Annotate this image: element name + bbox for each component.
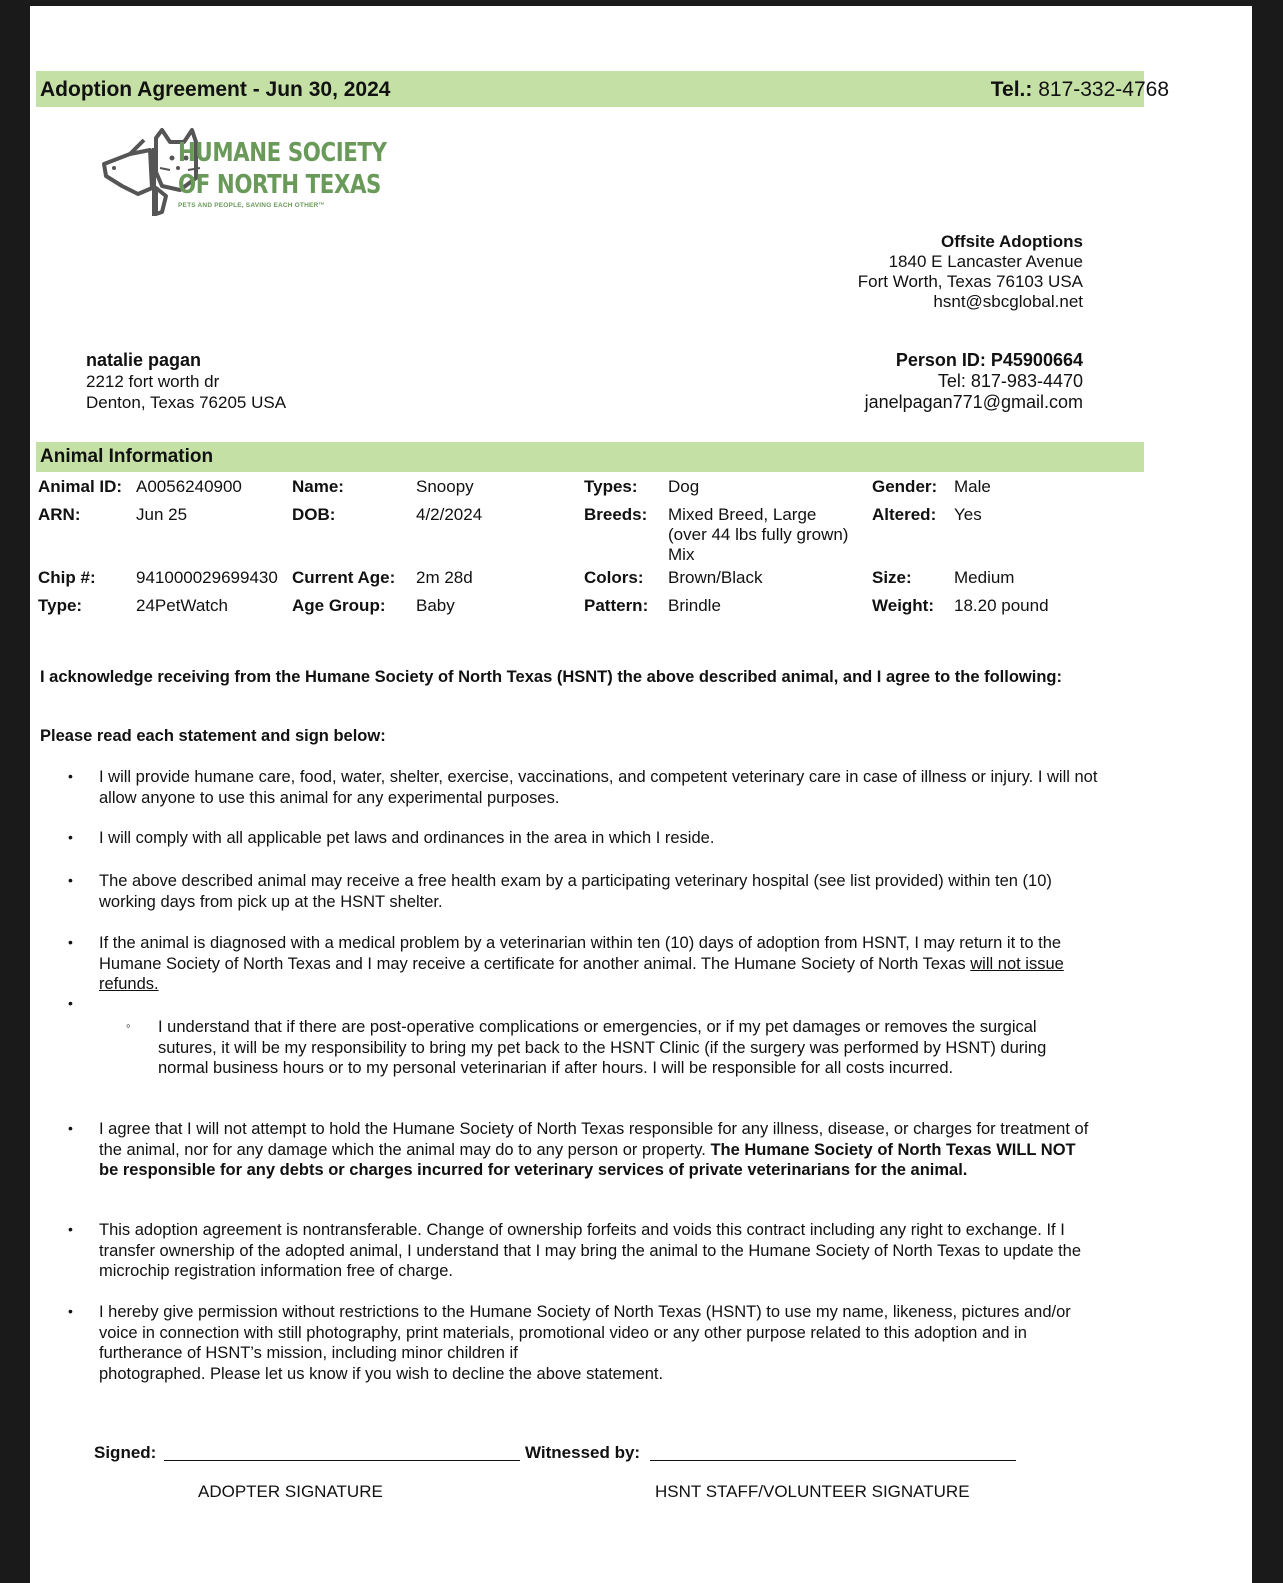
office-email: hsnt@sbcglobal.net — [933, 292, 1083, 311]
no-refunds-text: will not issue refunds. — [99, 954, 1064, 993]
bullet-8: • — [68, 1303, 73, 1319]
adopter-phone: Tel: 817-983-4470 — [937, 371, 1083, 391]
agreement-title: Adoption Agreement - Jun 30, 2024 — [40, 78, 391, 101]
adopter-address — [86, 350, 286, 413]
animal-info-title: Animal Information — [40, 446, 214, 467]
statement-medical-return-text: If the animal is diagnosed with a medical problem by a veterinarian within ten (10) days of adoption from HSNT, I may return it to the Humane Society of North Texas and I may receive a certificate for another animal. The Humane Society of North Texas — [99, 934, 1062, 973]
size-value: Medium — [954, 568, 1015, 587]
statement-liability-bold: The Humane Society of North Texas WILL NOT be responsible for any debts or charges incurred for veterinary services of private veterinarians for the animal. — [99, 1140, 1076, 1179]
signed-label: Signed: — [94, 1443, 157, 1462]
arn-label: ARN: — [38, 505, 81, 524]
bullet-3: • — [68, 872, 73, 888]
gender-label: Gender: — [872, 477, 938, 496]
altered-label: Altered: — [872, 505, 937, 524]
breeds-value-line-1: Mixed Breed, Large — [668, 505, 817, 524]
weight-value: 18.20 pound — [954, 596, 1049, 615]
agreement-instruction: Please read each statement and sign below: — [40, 727, 386, 745]
adopter-street: 2212 fort worth dr — [86, 372, 220, 391]
breeds-value-line-2: (over 44 lbs fully grown) — [668, 525, 849, 544]
office-city: Fort Worth, Texas 76103 USA — [857, 272, 1083, 291]
bullet-5: • — [68, 995, 73, 1011]
statement-post-operative: I understand that if there are post-operative complications or emergencies, or if my pet damages or removes the surgical sutures, it will be my responsibility to bring my pet back to the HSNT Clinic (if the surgery was performed by HSNT) during normal business hours or to my personal veterinarian if after hours. I will be responsible for all costs incurred. — [158, 1018, 1047, 1077]
adopter-signature-line[interactable] — [164, 1460, 520, 1461]
altered-value: Yes — [954, 505, 982, 524]
current-age-label: Current Age: — [292, 568, 396, 587]
bullet-1: • — [68, 768, 73, 784]
weight-label: Weight: — [872, 596, 935, 615]
bullet-6: • — [68, 1120, 73, 1136]
adopter-email: janelpagan771@gmail.com — [864, 392, 1083, 412]
chip-type-value: 24PetWatch — [136, 596, 228, 615]
statement-media-permission-text: I hereby give permission without restrictions to the Humane Society of North Texas (HSNT) to use my name, likeness, pictures and/or voice in connection with still photography, print materials, promotional video or any other purpose related to this adoption and in furtherance of HSNT’s mission, including minor children if — [99, 1303, 1071, 1362]
animal-id-label: Animal ID: — [38, 477, 123, 496]
pattern-value: Brindle — [668, 596, 721, 615]
sub-bullet: ◦ — [126, 1018, 131, 1033]
chip-type-label: Type: — [38, 596, 83, 615]
current-age-value: 2m 28d — [416, 568, 473, 587]
office-address — [858, 232, 1083, 312]
person-id: Person ID: P45900664 — [895, 350, 1083, 370]
pattern-label: Pattern: — [584, 596, 649, 615]
breeds-value — [668, 505, 848, 565]
animal-id-value: A0056240900 — [136, 477, 242, 496]
bullet-2: • — [68, 829, 73, 845]
bullet-7: • — [68, 1221, 73, 1237]
arn-value: Jun 25 — [136, 505, 188, 524]
breeds-value-line-3: Mix — [668, 545, 695, 564]
logo-tagline: PETS AND PEOPLE, SAVING EACH OTHER™ — [178, 202, 326, 209]
adopter-signature-caption: ADOPTER SIGNATURE — [198, 1482, 383, 1501]
adopter-name: natalie pagan — [86, 350, 202, 370]
witnessed-label: Witnessed by: — [525, 1443, 641, 1462]
staff-signature-caption: HSNT STAFF/VOLUNTEER SIGNATURE — [655, 1482, 970, 1501]
dob-value: 4/2/2024 — [416, 505, 483, 524]
logo-line-2: OF NORTH TEXAS — [178, 170, 382, 200]
bullet-4: • — [68, 934, 73, 950]
header-phone-label: Tel.: — [990, 78, 1033, 101]
size-label: Size: — [872, 568, 912, 587]
logo-line-1: HUMANE SOCIETY — [178, 138, 387, 168]
statement-medical-return — [99, 933, 1099, 995]
statement-care: I will provide humane care, food, water, shelter, exercise, vaccinations, and competent veterinary care in case of illness or injury. I will not allow anyone to use this animal for any experimental purposes. — [99, 768, 1098, 807]
types-value: Dog — [668, 477, 700, 496]
statement-nontransferable: This adoption agreement is nontransferable. Change of ownership forfeits and voids this contract including any right to exchange. If I transfer ownership of the adopted animal, I understand that I may bring the animal to the Humane Society of North Texas to update the microchip registration information free of charge. — [99, 1221, 1082, 1280]
types-label: Types: — [584, 477, 638, 496]
colors-label: Colors: — [584, 568, 644, 587]
header-phone — [991, 78, 1169, 102]
age-group-label: Age Group: — [292, 596, 386, 615]
witness-signature-line[interactable] — [650, 1460, 1016, 1461]
name-label: Name: — [292, 477, 344, 496]
statement-liability — [99, 1119, 1099, 1181]
header-phone-value: 817-332-4768 — [1038, 78, 1169, 101]
name-value: Snoopy — [416, 477, 474, 496]
statement-media-permission — [99, 1302, 1099, 1384]
agreement-intro: I acknowledge receiving from the Humane Society of North Texas (HSNT) the above described animal, and I agree to the following: — [40, 668, 1062, 686]
office-street: 1840 E Lancaster Avenue — [888, 252, 1083, 271]
chip-label: Chip #: — [38, 568, 96, 587]
dob-label: DOB: — [292, 505, 336, 524]
colors-value: Brown/Black — [668, 568, 763, 587]
age-group-value: Baby — [416, 596, 455, 615]
statement-liability-text: I agree that I will not attempt to hold the Humane Society of North Texas responsible for any illness, disease, or charges for treatment of the animal, nor for any damage which the animal may do to any person or property. — [99, 1120, 1089, 1159]
statement-health-exam: The above described animal may receive a free health exam by a participating veterinary hospital (see list provided) within ten (10) working days from pick up at the HSNT shelter. — [99, 872, 1052, 911]
chip-value: 941000029699430 — [136, 568, 278, 587]
statement-media-permission-end: photographed. Please let us know if you wish to decline the above statement. — [99, 1364, 664, 1383]
gender-value: Male — [954, 477, 991, 496]
statement-laws: I will comply with all applicable pet laws and ordinances in the area in which I reside. — [99, 829, 715, 847]
breeds-label: Breeds: — [584, 505, 648, 524]
office-name: Offsite Adoptions — [941, 232, 1083, 251]
adopter-city: Denton, Texas 76205 USA — [86, 393, 287, 412]
adopter-contact — [865, 350, 1083, 413]
